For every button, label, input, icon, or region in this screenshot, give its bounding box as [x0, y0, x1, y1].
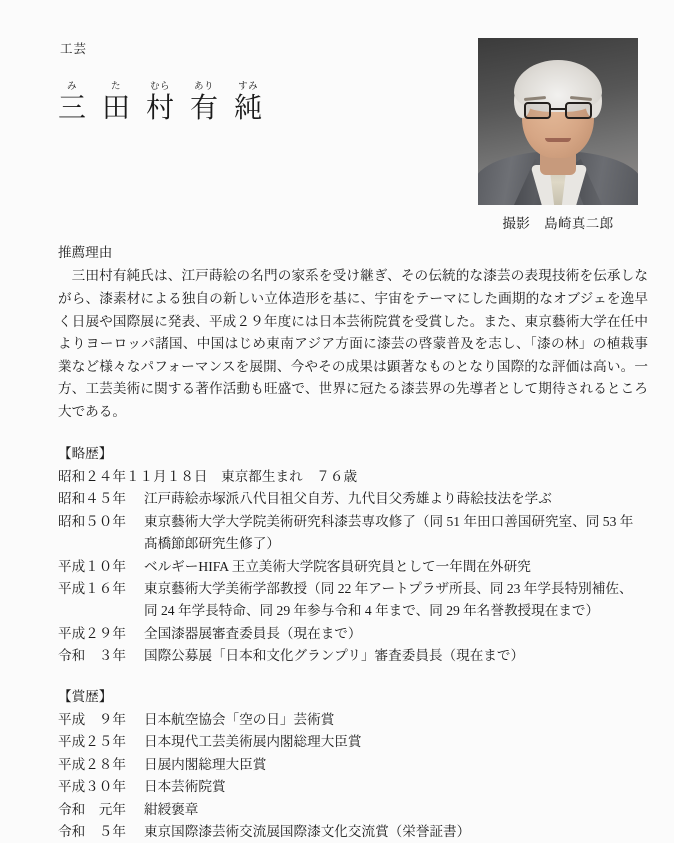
spacer-2 [58, 668, 648, 686]
award-entry [58, 821, 648, 843]
award-entry-text [140, 709, 648, 731]
career-entry [58, 511, 648, 556]
career-entry-line: 国際公募展「日本和文化グランプリ」審査委員長（現在まで） [144, 648, 525, 664]
award-entry-year: 平成２５年 [58, 734, 126, 750]
name-kanji-4: 有 [190, 93, 219, 124]
award-entry-text [140, 821, 648, 843]
career-entry [58, 578, 648, 623]
category-label: 工芸 [60, 42, 88, 56]
name-char-5 [234, 82, 262, 124]
award-entry [58, 709, 648, 731]
career-entry [58, 623, 648, 645]
award-entry-text [140, 754, 648, 776]
career-entry-text [140, 645, 648, 667]
career-entry-year: 平成２９年 [58, 625, 126, 641]
career-entry-line: ベルギーHIFA 王立美術大学院客員研究員として一年間在外研究 [144, 558, 531, 574]
career-entry-year: 昭和４５年 [58, 491, 126, 507]
portrait-lens-right [565, 102, 592, 119]
name-kanji-3: 村 [146, 93, 175, 124]
award-entry-text [140, 799, 648, 821]
career-entry-text [140, 578, 648, 623]
career-entry-year: 平成１６年 [58, 581, 126, 596]
name-kanji-2: 田 [102, 93, 131, 124]
career-entry-year: 平成１０年 [58, 558, 126, 574]
career-entry [58, 488, 648, 510]
career-entry-text [140, 511, 648, 556]
name-row [58, 82, 262, 124]
name-char-3 [146, 82, 174, 124]
career-entry-line: 同 24 年学長特命、同 29 年参与令和 4 年まで、同 29 年名誉教授現在まで） [144, 603, 600, 619]
career-entry [58, 645, 648, 667]
award-entry-line: 東京国際漆芸術交流展国際漆文化交流賞（栄誉証書） [144, 824, 471, 840]
career-entry-line: 江戸蒔絵赤塚派八代目祖父自芳、九代目父秀雄より蒔絵技法を学ぶ [144, 491, 552, 507]
name-kanji-1: 三 [58, 93, 87, 124]
name-ruby-3: むら [150, 82, 171, 92]
portrait-lens-left [524, 102, 551, 119]
awards-heading: 【賞歴】 [58, 688, 113, 704]
name-ruby-5: すみ [238, 82, 259, 92]
award-entry-year: 平成３０年 [58, 779, 126, 795]
award-entry-year: 令和 ５年 [58, 824, 126, 840]
portrait-glasses-bridge [551, 108, 565, 110]
name-kanji-5: 純 [234, 93, 263, 124]
career-entry-line: 全国漆器展審査委員長（現在まで） [144, 625, 362, 641]
award-entry-line: 日本航空協会「空の日」芸術賞 [144, 712, 335, 728]
reason-paragraph: 三田村有純氏は、江戸蒔絵の名門の家系を受け継ぎ、その伝統的な漆芸の表現技術を伝承しながら、漆素材による独自の新しい立体造形を基に、宇宙をテーマにした画期的なオブジェを逸早く日展や国際展に発表、平成２９年度には日本芸術院賞を受賞した。また、東京藝術大学在任中よりヨーロッパ諸国、中国はじめ東南アジア方面に漆芸の啓蒙普及を志し、「漆の林」の植栽事業など様々なパフォーマンスを展開、今やその成果は顕著なものとなり国際的な評価は高い。一方、工芸美術に関する著作活動も旺盛で、世界に冠たる漆芸界の先導者として期待されるところ大である。 [58, 268, 648, 419]
award-entry-line: 紺綬褒章 [144, 801, 199, 817]
career-entry [58, 556, 648, 578]
career-entry-line: 東京藝術大学大学院美術研究科漆芸専攻修了（同 51 年田口善国研究室、同 53 年 [144, 513, 634, 529]
award-entry [58, 754, 648, 776]
spacer-1 [58, 424, 648, 443]
portrait-block [478, 38, 638, 232]
career-entry-line: 髙橋節郎研究生修了） [144, 536, 280, 552]
award-entry [58, 776, 648, 798]
award-entry-text [140, 731, 648, 753]
portrait-photo [478, 38, 638, 205]
award-entry-line: 日本現代工芸美術展内閣総理大臣賞 [144, 734, 362, 750]
award-entry-year: 平成２８年 [58, 756, 126, 772]
career-entry-year: 昭和５０年 [58, 513, 126, 529]
career-entry-year: 令和 ３年 [58, 648, 126, 664]
name-char-1 [58, 82, 86, 124]
birth-line: 昭和２４年１１月１８日 東京都生まれ ７６歳 [58, 468, 358, 484]
awards-list [58, 709, 648, 843]
award-entry-line: 日展内閣総理大臣賞 [144, 756, 267, 772]
name-char-2 [102, 82, 130, 124]
award-entry-text [140, 776, 648, 798]
photo-credit: 撮影 島崎真二郎 [502, 216, 614, 231]
name-ruby-4: あり [194, 82, 215, 92]
name-ruby-1: み [67, 82, 78, 92]
glasses-icon [524, 102, 592, 120]
career-entry-text [140, 488, 648, 510]
career-entry-text [140, 556, 648, 578]
career-list [58, 488, 648, 667]
award-entry-line: 日本芸術院賞 [144, 779, 226, 795]
award-entry [58, 731, 648, 753]
reason-heading: 推薦理由 [58, 245, 113, 260]
name-char-4 [190, 82, 218, 124]
award-entry-year: 令和 元年 [58, 801, 126, 817]
person-name [58, 82, 262, 124]
document-body [58, 242, 648, 843]
career-heading: 【略歴】 [58, 445, 113, 461]
award-entry-year: 平成 ９年 [58, 712, 126, 728]
name-ruby-2: た [111, 82, 122, 92]
award-entry [58, 799, 648, 821]
career-entry-line: 東京藝術大学美術学部教授（同 22 年アートプラザ所長、同 23 年学長特別補佐、 [144, 581, 633, 596]
career-entry-text [140, 623, 648, 645]
portrait-mouth [545, 138, 571, 142]
